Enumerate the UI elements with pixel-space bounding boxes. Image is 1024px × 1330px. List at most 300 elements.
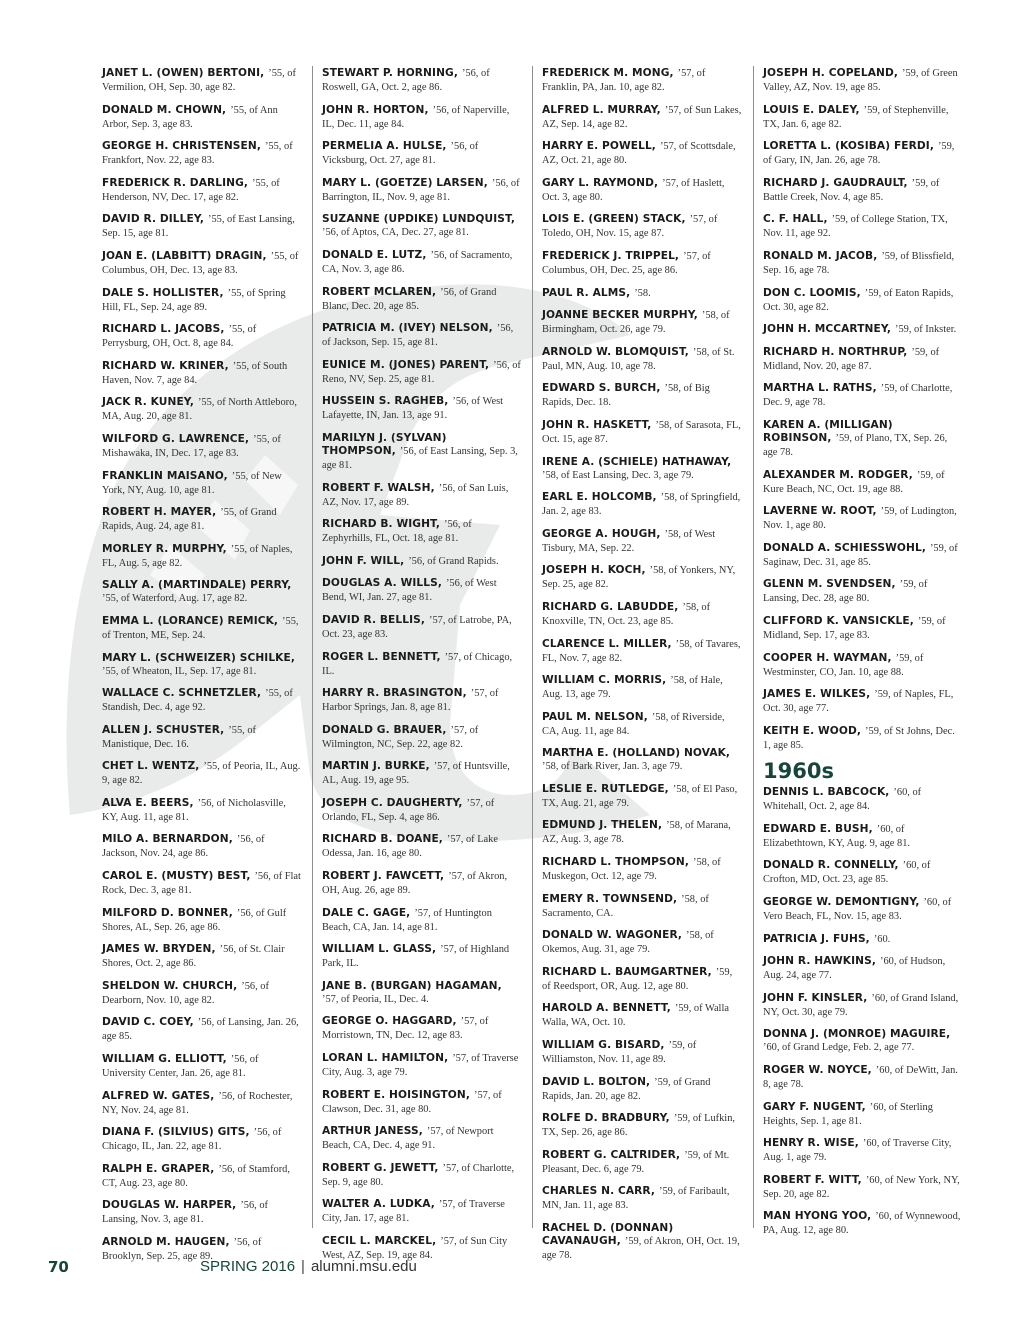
deceased-name: RICHARD L. THOMPSON, <box>542 856 689 869</box>
obituary-entry <box>102 1015 302 1043</box>
obituary-detail: ’60, of Traverse City, Aug. 1, age 79. <box>763 1138 952 1164</box>
obituary-detail: ’59, of Ludington, Nov. 1, age 80. <box>763 506 957 532</box>
obituary-entry <box>322 248 522 276</box>
obituary-entry <box>763 381 963 409</box>
obituary-detail: ’55, of Mishawaka, IN, Dec. 17, age 83. <box>102 433 281 459</box>
deceased-name: EUNICE M. (JONES) PARENT, <box>322 358 490 371</box>
deceased-name: LOUIS E. DALEY, <box>763 103 860 116</box>
obituary-entry <box>102 1198 302 1226</box>
obituary-detail: ’58, of Muskegon, Oct. 12, age 79. <box>542 857 721 883</box>
obituary-entry <box>542 1184 742 1212</box>
obituary-detail: ’59, of Eaton Rapids, Oct. 30, age 82. <box>763 287 954 313</box>
obituary-detail: ’57, of Huntsville, AL, Aug. 19, age 95. <box>322 761 510 787</box>
obituary-entry <box>542 176 742 204</box>
deceased-name: WALLACE C. SCHNETZLER, <box>102 687 262 700</box>
deceased-name: DONALD M. CHOWN, <box>102 103 227 116</box>
website-link[interactable]: alumni.msu.edu <box>310 1258 417 1275</box>
obituary-entry <box>102 759 302 787</box>
deceased-name: PAUL M. NELSON, <box>542 710 648 723</box>
obituary-entry <box>542 637 742 665</box>
obituary-entry <box>102 249 302 277</box>
obituary-entry <box>763 1027 963 1054</box>
deceased-name: DONALD W. WAGONER, <box>542 929 683 942</box>
obituary-detail: ’56, of San Luis, AZ, Nov. 17, age 89. <box>322 482 509 508</box>
obituary-entry <box>322 796 522 824</box>
deceased-name: WILLIAM C. MORRIS, <box>542 674 667 687</box>
obituary-detail: ’59, of Faribault, MN, Jan. 11, age 83. <box>542 1186 730 1212</box>
obituary-entry <box>542 818 742 846</box>
deceased-name: DONALD R. CONNELLY, <box>763 859 899 872</box>
obituary-detail: ’55, of Frankfort, Nov. 22, age 83. <box>102 141 293 167</box>
deceased-name: DOUGLAS A. WILLS, <box>322 577 442 590</box>
obituary-entry <box>763 286 963 314</box>
deceased-name: KEITH E. WOOD, <box>763 724 862 737</box>
obituary-detail: ’58, of St. Paul, MN, Aug. 10, age 78. <box>542 346 735 372</box>
obituary-entry <box>542 1038 742 1066</box>
obituary-detail: ’56, of Barrington, IL, Nov. 9, age 81. <box>322 177 520 203</box>
deceased-name: EARL E. HOLCOMB, <box>542 491 657 504</box>
deceased-name: EDWARD S. BURCH, <box>542 382 661 395</box>
obituary-detail: ’55, of Vermilion, OH, Sep. 30, age 82. <box>102 68 296 93</box>
deceased-name: ALFRED W. GATES, <box>102 1089 215 1102</box>
deceased-name: JOSEPH C. DAUGHERTY, <box>322 796 463 809</box>
obituary-entry <box>102 723 302 751</box>
obituary-entry <box>542 345 742 373</box>
obituary-entry <box>542 1148 742 1176</box>
obituary-entry <box>102 1052 302 1080</box>
obituary-detail: ’59, of Stephenville, TX, Jan. 6, age 82. <box>763 104 949 130</box>
column-divider <box>312 66 313 1228</box>
deceased-name: CLARENCE L. MILLER, <box>542 637 672 650</box>
obituary-entry <box>763 858 963 886</box>
obituary-entry <box>542 782 742 810</box>
deceased-name: ALLEN J. SCHUSTER, <box>102 723 225 736</box>
deceased-name: DONALD A. SCHIESSWOHL, <box>763 541 926 554</box>
obituary-detail: ’58, of West Tisbury, MA, Sep. 22. <box>542 528 716 554</box>
deceased-name: RONALD M. JACOB, <box>763 249 878 262</box>
deceased-name: RICHARD W. KRINER, <box>102 359 229 372</box>
deceased-name: KAREN A. (MILLIGAN) ROBINSON, <box>763 418 893 444</box>
obituary-detail: ’55, of Trenton, ME, Sep. 24. <box>102 615 299 641</box>
obituary-detail: ’57, of Wilmington, NC, Sep. 22, age 82. <box>322 724 479 750</box>
obituary-entry <box>322 358 522 386</box>
obituary-detail: ’56, of Lansing, Jan. 26, age 85. <box>102 1017 299 1043</box>
obituary-detail: ’56, of Naperville, IL, Dec. 11, age 84. <box>322 104 510 130</box>
obituary-detail: ’59, of Kure Beach, NC, Oct. 19, age 88. <box>763 469 945 495</box>
deceased-name: DAVID L. BOLTON, <box>542 1075 651 1088</box>
deceased-name: GEORGE W. DEMONTIGNY, <box>763 896 920 909</box>
obituary-detail: ’58, of East Lansing, Dec. 3, age 79. <box>542 469 694 481</box>
deceased-name: MARY L. (GOETZE) LARSEN, <box>322 176 488 189</box>
deceased-name: JAMES W. BRYDEN, <box>102 943 216 956</box>
obituary-detail: ’55, of New York, NY, Aug. 10, age 81. <box>102 470 282 496</box>
obituary-entry <box>102 942 302 970</box>
deceased-name: DOUGLAS W. HARPER, <box>102 1199 237 1212</box>
obituary-entry <box>322 517 522 545</box>
deceased-name: RICHARD L. BAUMGARTNER, <box>542 965 712 978</box>
obituary-detail: ’59, of College Station, TX, Nov. 11, age 92. <box>763 214 948 240</box>
deceased-name: LORAN L. HAMILTON, <box>322 1052 449 1065</box>
deceased-name: EDWARD E. BUSH, <box>763 822 873 835</box>
obituary-detail: ’58, of El Paso, TX, Aug. 21, age 79. <box>542 783 738 809</box>
obituary-entry <box>102 359 302 387</box>
obituary-entry <box>542 600 742 628</box>
obituary-entry <box>102 139 302 167</box>
obituary-entry <box>763 785 963 813</box>
deceased-name: MARTIN J. BURKE, <box>322 760 430 773</box>
obituary-entry <box>322 576 522 604</box>
obituary-entry <box>763 249 963 277</box>
obituary-detail: ’57, of Harbor Springs, Jan. 8, age 81. <box>322 688 499 714</box>
obituary-detail: ’56, of Zephyrhills, FL, Oct. 18, age 81. <box>322 519 472 545</box>
obituary-detail: ’57, of Peoria, IL, Dec. 4. <box>322 993 429 1005</box>
obituary-detail: ’56, of Stamford, CT, Aug. 23, age 80. <box>102 1163 290 1189</box>
obituary-entry <box>322 613 522 641</box>
obituary-detail: ’56, of Chicago, IL, Jan. 22, age 81. <box>102 1127 282 1153</box>
obituary-detail: ’56, of Brooklyn, Sep. 25, age 89. <box>102 1237 262 1262</box>
obituary-detail: ’59, of Midland, Sep. 17, age 83. <box>763 615 946 641</box>
deceased-name: GEORGE O. HAGGARD, <box>322 1015 457 1028</box>
deceased-name: DONALD E. LUTZ, <box>322 248 427 261</box>
obituary-detail: ’58, of Riverside, CA, Aug. 11, age 84. <box>542 711 725 737</box>
obituary-entry <box>763 468 963 496</box>
obituary-entry <box>763 932 963 946</box>
obituary-entry <box>322 212 522 239</box>
deceased-name: JOHN F. WILL, <box>322 554 405 567</box>
deceased-name: ROBERT G. CALTRIDER, <box>542 1148 681 1161</box>
deceased-name: LESLIE E. RUTLEDGE, <box>542 782 669 795</box>
deceased-name: JACK R. KUNEY, <box>102 396 194 409</box>
obituary-entry <box>322 1161 522 1189</box>
obituary-detail: ’56, of Vicksburg, Oct. 27, age 81. <box>322 141 479 167</box>
obituary-entry <box>542 965 742 993</box>
deceased-name: DONALD G. BRAUER, <box>322 723 447 736</box>
deceased-name: JANET L. (OWEN) BERTONI, <box>102 67 265 79</box>
obituary-entry <box>102 1162 302 1190</box>
obituary-entry <box>102 542 302 570</box>
obituary-entry <box>542 563 742 591</box>
deceased-name: MARILYN J. (SYLVAN) THOMPSON, <box>322 431 447 457</box>
obituary-detail: ’57, of Latrobe, PA, Oct. 23, age 83. <box>322 614 512 640</box>
obituary-entry <box>763 212 963 240</box>
obituary-entry <box>542 855 742 883</box>
deceased-name: ALEXANDER M. RODGER, <box>763 468 913 481</box>
obituary-entry <box>542 139 742 167</box>
obituary-entry <box>322 321 522 349</box>
obituary-detail: ’59, of Plano, TX, Sep. 26, age 78. <box>763 432 948 458</box>
obituary-detail: ’56, of Jackson, Sep. 15, age 81. <box>322 323 514 349</box>
obituary-detail: ’58, of Okemos, Aug. 31, age 79. <box>542 930 714 956</box>
obituary-entry <box>102 322 302 350</box>
deceased-name: RICHARD B. WIGHT, <box>322 518 440 531</box>
obituary-entry <box>763 345 963 373</box>
obituary-entry <box>322 481 522 509</box>
obituary-entry <box>542 1075 742 1103</box>
obituary-entry <box>322 176 522 204</box>
obituary-list-1960s <box>763 785 963 1237</box>
obituary-detail: ’55, of Manistique, Dec. 16. <box>102 724 256 750</box>
obituary-entry <box>322 759 522 787</box>
obituary-detail: ’55, of Perrysburg, OH, Oct. 8, age 84. <box>102 324 257 350</box>
obituary-entry <box>102 176 302 204</box>
obituary-detail: ’57, of Lake Odessa, Jan. 16, age 80. <box>322 834 498 860</box>
deceased-name: WILLIAM L. GLASS, <box>322 943 437 956</box>
obituary-entry <box>763 504 963 532</box>
obituary-entry <box>542 1001 742 1029</box>
obituary-entry <box>763 1173 963 1201</box>
obituary-entry <box>102 395 302 423</box>
obituary-entry <box>763 1063 963 1091</box>
obituary-detail: ’59, of Grand Rapids, Jan. 20, age 82. <box>542 1076 711 1102</box>
obituary-entry <box>102 432 302 460</box>
obituary-entry <box>322 285 522 313</box>
deceased-name: IRENE A. (SCHIELE) HATHAWAY, <box>542 455 732 468</box>
deceased-name: RICHARD L. JACOBS, <box>102 323 225 336</box>
obituary-detail: ’60, of Crofton, MD, Oct. 23, age 85. <box>763 860 931 886</box>
obituary-detail: ’57, of Huntington Beach, CA, Jan. 14, age 81. <box>322 907 492 933</box>
deceased-name: GARY L. RAYMOND, <box>542 176 659 189</box>
obituary-detail: ’57, of Clawson, Dec. 31, age 80. <box>322 1089 502 1115</box>
deceased-name: DON C. LOOMIS, <box>763 286 861 299</box>
obituary-entry <box>102 505 302 533</box>
deceased-name: JAMES E. WILKES, <box>763 688 871 701</box>
obituary-detail: ’60, of Vero Beach, FL, Nov. 15, age 83. <box>763 897 952 923</box>
obituary-detail: ’59, of Green Valley, AZ, Nov. 19, age 85. <box>763 68 958 93</box>
deceased-name: WILLIAM G. BISARD, <box>542 1039 665 1052</box>
obituary-detail: ’57, of Charlotte, Sep. 9, age 80. <box>322 1162 515 1188</box>
deceased-name: GARY F. NUGENT, <box>763 1100 866 1113</box>
deceased-name: JOHN R. HORTON, <box>322 103 429 116</box>
deceased-name: JOSEPH H. COPELAND, <box>763 67 899 79</box>
deceased-name: PAUL R. ALMS, <box>542 286 631 299</box>
obituary-entry <box>763 651 963 679</box>
obituary-entry <box>763 418 963 459</box>
obituary-detail: ’55, of Wheaton, IL, Sep. 17, age 81. <box>102 665 257 677</box>
obituary-entry <box>102 686 302 714</box>
obituary-column-1 <box>102 66 302 1272</box>
deceased-name: HARRY R. BRASINGTON, <box>322 687 467 700</box>
deceased-name: WILLIAM G. ELLIOTT, <box>102 1053 227 1066</box>
obituary-entry <box>763 66 963 94</box>
deceased-name: EMMA L. (LORANCE) REMICK, <box>102 614 279 627</box>
obituary-entry <box>102 1125 302 1153</box>
obituary-entry <box>102 651 302 678</box>
obituary-entry <box>102 832 302 860</box>
column-divider <box>753 66 754 1228</box>
obituary-detail: ’59, of Battle Creek, Nov. 4, age 85. <box>763 177 940 203</box>
deceased-name: DALE S. HOLLISTER, <box>102 286 224 299</box>
deceased-name: STEWART P. HORNING, <box>322 67 458 79</box>
deceased-name: GLENN M. SVENDSEN, <box>763 578 896 591</box>
deceased-name: ROBERT F. WALSH, <box>322 481 435 494</box>
obituary-detail: ’57, of Newport Beach, CA, Dec. 4, age 91. <box>322 1126 494 1152</box>
obituary-entry <box>322 723 522 751</box>
obituary-entry <box>542 928 742 956</box>
obituary-detail: ’56, of Lansing, Nov. 3, age 81. <box>102 1200 269 1226</box>
deceased-name: ROGER L. BENNETT, <box>322 650 441 663</box>
obituary-detail: ’55, of Standish, Dec. 4, age 92. <box>102 688 293 714</box>
deceased-name: DAVID R. BELLIS, <box>322 613 425 626</box>
obituary-entry <box>322 832 522 860</box>
obituary-entry <box>542 673 742 701</box>
obituary-detail: ’59, of Charlotte, Dec. 9, age 78. <box>763 383 953 409</box>
obituary-detail: ’56, of Nicholasville, KY, Aug. 11, age 81. <box>102 797 286 823</box>
deceased-name: EMERY R. TOWNSEND, <box>542 892 678 905</box>
obituary-detail: ’56, of Jackson, Nov. 24, age 86. <box>102 834 265 860</box>
obituary-detail: ’56, of Roswell, GA, Oct. 2, age 86. <box>322 68 490 93</box>
obituary-detail: ’58, of Birmingham, Oct. 26, age 79. <box>542 310 730 336</box>
deceased-name: JOHN R. HAWKINS, <box>763 955 876 968</box>
obituary-detail: ’59, of Lansing, Dec. 28, age 80. <box>763 579 928 605</box>
deceased-name: DALE C. GAGE, <box>322 906 411 919</box>
obituary-detail: ’58, of Hale, Aug. 13, age 79. <box>542 675 723 701</box>
obituary-detail: ’60, of Sterling Heights, Sep. 1, age 81. <box>763 1101 933 1127</box>
obituary-entry <box>763 724 963 752</box>
obituary-detail: ’55, of Henderson, NV, Dec. 17, age 82. <box>102 177 280 203</box>
obituary-detail: ’56, of Aptos, CA, Dec. 27, age 81. <box>322 227 469 239</box>
obituary-entry <box>322 686 522 714</box>
deceased-name: SUZANNE (UPDIKE) LUNDQUIST, <box>322 213 515 226</box>
obituary-detail: ’56, of West Bend, WI, Jan. 27, age 81. <box>322 578 497 604</box>
deceased-name: LOIS E. (GREEN) STACK, <box>542 213 686 226</box>
obituary-entry <box>763 991 963 1019</box>
deceased-name: CAROL E. (MUSTY) BEST, <box>102 870 251 883</box>
obituary-entry <box>322 103 522 131</box>
decade-heading: 1960s <box>763 759 834 784</box>
deceased-name: PATRICIA J. FUHS, <box>763 932 870 945</box>
obituary-entry <box>102 796 302 824</box>
obituary-entry <box>322 942 522 970</box>
deceased-name: SALLY A. (MARTINDALE) PERRY, <box>102 579 292 592</box>
obituary-detail: ’58, of Bark River, Jan. 3, age 79. <box>542 761 683 773</box>
deceased-name: SHELDON W. CHURCH, <box>102 979 238 992</box>
obituary-entry <box>322 979 522 1006</box>
obituary-detail: ’57, of Franklin, PA, Jan. 10, age 82. <box>542 68 706 93</box>
deceased-name: WILFORD G. LAWRENCE, <box>102 432 250 445</box>
obituary-column-4 <box>763 66 963 1246</box>
deceased-name: ROBERT E. HOISINGTON, <box>322 1088 471 1101</box>
obituary-entry <box>763 822 963 850</box>
obituary-entry <box>542 490 742 518</box>
deceased-name: CLIFFORD K. VANSICKLE, <box>763 614 914 627</box>
deceased-name: DONNA J. (MONROE) MAGUIRE, <box>763 1028 951 1041</box>
obituary-detail: ’57, of Traverse City, Aug. 3, age 79. <box>322 1053 519 1079</box>
obituary-detail: ’55, of South Haven, Nov. 7, age 84. <box>102 360 288 386</box>
obituary-entry <box>322 1124 522 1152</box>
obituary-entry <box>322 139 522 167</box>
deceased-name: CHARLES N. CARR, <box>542 1185 655 1198</box>
obituary-entry <box>542 710 742 738</box>
obituary-detail: ’56, of Grand Blanc, Dec. 20, age 85. <box>322 286 497 312</box>
obituary-detail: ’55, of Naples, FL, Aug. 5, age 82. <box>102 543 293 569</box>
deceased-name: JOHN R. HASKETT, <box>542 418 652 431</box>
obituary-entry <box>322 394 522 422</box>
obituary-detail: ’58, of Yonkers, NY, Sep. 25, age 82. <box>542 565 736 591</box>
obituary-detail: ’60, of Grand Island, NY, Oct. 30, age 79. <box>763 992 959 1018</box>
deceased-name: WALTER A. LUDKA, <box>322 1198 435 1211</box>
deceased-name: GEORGE A. HOUGH, <box>542 527 661 540</box>
deceased-name: MARTHA E. (HOLLAND) NOVAK, <box>542 747 731 760</box>
deceased-name: DIANA F. (SILVIUS) GITS, <box>102 1126 250 1139</box>
obituary-entry <box>102 1089 302 1117</box>
obituary-entry <box>102 614 302 642</box>
deceased-name: ROGER W. NOYCE, <box>763 1064 872 1077</box>
deceased-name: ALFRED L. MURRAY, <box>542 103 661 116</box>
obituary-entry <box>542 1221 742 1262</box>
deceased-name: ROBERT G. JEWETT, <box>322 1161 439 1174</box>
obituary-detail: ’56, of West Lafayette, IN, Jan. 13, age 91. <box>322 396 504 422</box>
deceased-name: ARTHUR JANESS, <box>322 1125 423 1138</box>
obituary-entry <box>542 418 742 446</box>
obituary-entry <box>322 1014 522 1042</box>
deceased-name: DAVID C. COEY, <box>102 1016 194 1029</box>
obituary-entry <box>542 455 742 482</box>
obituary-entry <box>763 614 963 642</box>
obituary-entry <box>542 1111 742 1139</box>
obituary-detail: ’57, of Sun Lakes, AZ, Sep. 14, age 82. <box>542 104 742 130</box>
obituary-detail: ’56, of Dearborn, Nov. 10, age 82. <box>102 980 269 1006</box>
obituary-entry <box>102 286 302 314</box>
obituary-detail: ’59, of Midland, Nov. 20, age 87. <box>763 346 940 372</box>
deceased-name: MILO A. BERNARDON, <box>102 833 233 846</box>
deceased-name: ARNOLD W. BLOMQUIST, <box>542 345 689 358</box>
deceased-name: MAN HYONG YOO, <box>763 1210 872 1223</box>
obituary-entry <box>102 906 302 934</box>
obituary-entry <box>102 869 302 897</box>
obituary-detail: ’59, of Reedsport, OR, Aug. 12, age 80. <box>542 966 733 992</box>
obituary-detail: ’57, of Highland Park, IL. <box>322 944 510 970</box>
deceased-name: RALPH E. GRAPER, <box>102 1162 215 1175</box>
obituary-entry <box>763 1100 963 1128</box>
obituary-entry <box>322 554 522 568</box>
obituary-detail: ’58, of Tavares, FL, Nov. 7, age 82. <box>542 638 741 664</box>
obituary-detail: ’59, of Gary, IN, Jan. 26, age 78. <box>763 141 955 167</box>
obituary-entry <box>542 103 742 131</box>
deceased-name: LORETTA L. (KOSIBA) FERDI, <box>763 140 934 153</box>
obituary-detail: ’57, of Chicago, IL. <box>322 651 513 677</box>
deceased-name: FREDERICK J. TRIPPEL, <box>542 249 680 262</box>
deceased-name: JOHN F. KINSLER, <box>763 991 868 1004</box>
obituary-entry <box>763 139 963 167</box>
obituary-entry <box>763 1136 963 1164</box>
deceased-name: HUSSEIN S. RAGHEB, <box>322 395 449 408</box>
page-number: 70 <box>48 1258 69 1276</box>
obituary-detail: ’60, of Elizabethtown, KY, Aug. 9, age 81. <box>763 823 910 849</box>
obituary-column-2 <box>322 66 522 1271</box>
obituary-detail: ’59, of Williamston, Nov. 11, age 89. <box>542 1040 697 1066</box>
obituary-entry <box>322 66 522 94</box>
obituary-entry <box>322 431 522 472</box>
obituary-entry <box>322 1051 522 1079</box>
deceased-name: HENRY R. WISE, <box>763 1137 859 1150</box>
obituary-entry <box>763 895 963 923</box>
deceased-name: JOAN E. (LABBITT) DRAGIN, <box>102 249 267 262</box>
obituary-detail: ’58, of Marana, AZ, Aug. 3, age 78. <box>542 820 731 846</box>
obituary-detail: ’60, of Grand Ledge, Feb. 2, age 77. <box>763 1042 915 1054</box>
deceased-name: FREDERICK M. MONG, <box>542 67 674 79</box>
obituary-entry <box>542 249 742 277</box>
obituary-detail: ’59, of St Johns, Dec. 1, age 85. <box>763 725 955 751</box>
obituary-entry <box>763 541 963 569</box>
obituary-detail: ’57, of Akron, OH, Aug. 26, age 89. <box>322 871 508 897</box>
deceased-name: RICHARD B. DOANE, <box>322 833 443 846</box>
deceased-name: ROBERT F. WITT, <box>763 1173 862 1186</box>
deceased-name: ALVA E. BEERS, <box>102 796 194 809</box>
deceased-name: C. F. HALL, <box>763 213 828 226</box>
obituary-entry <box>542 746 742 773</box>
deceased-name: HARRY E. POWELL, <box>542 140 656 153</box>
obituary-detail: ’57, of Morristown, TN, Dec. 12, age 83. <box>322 1016 489 1042</box>
